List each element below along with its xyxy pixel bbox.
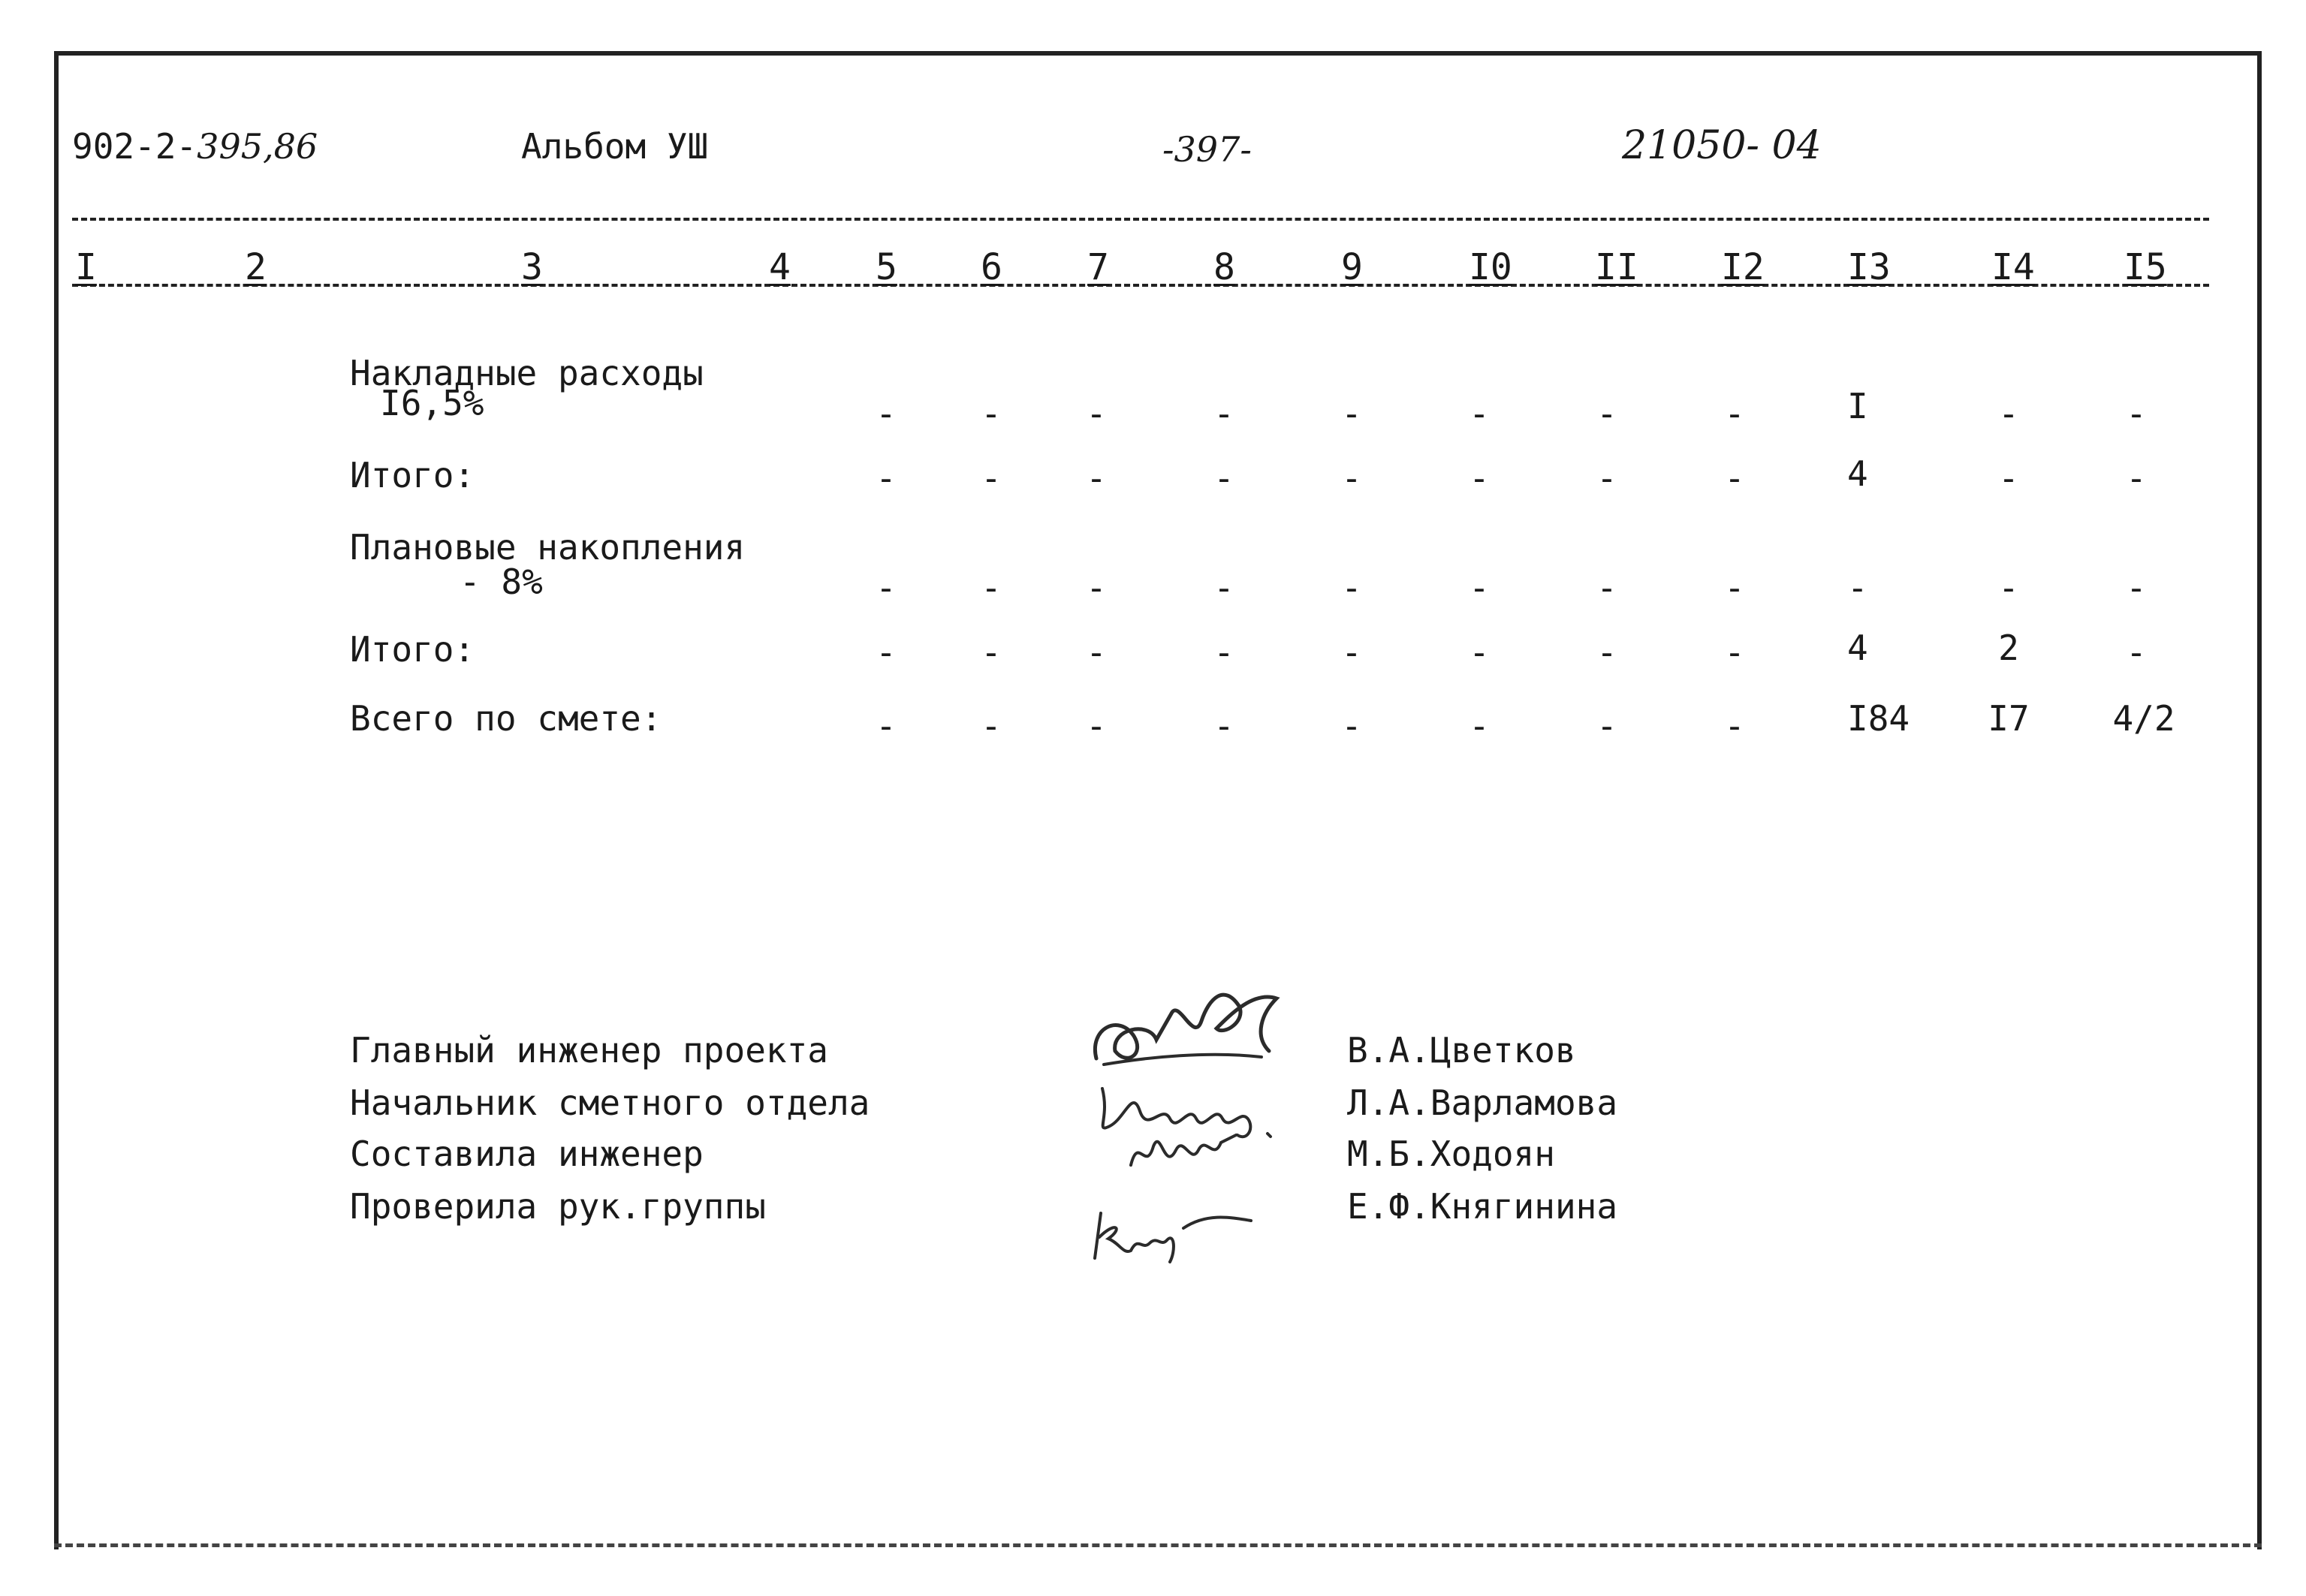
signature-name: Е.Ф.Княгинина [1347, 1186, 1618, 1227]
row-label: Накладные расходы [350, 353, 704, 393]
row-label-sub: I6,5% [380, 383, 484, 423]
table-cell: 4 [1847, 453, 1868, 494]
table-cell: - [1086, 632, 1107, 673]
table-cell: - [1341, 632, 1362, 673]
row-label: Итого: [350, 629, 475, 670]
table-cell: I7 [1988, 698, 2030, 739]
signature-name: Л.А.Варламова [1347, 1083, 1618, 1123]
column-number: I0 [1469, 246, 1512, 288]
table-cell: - [1724, 458, 1745, 498]
table-cell: - [1596, 568, 1617, 608]
column-number: 5 [876, 246, 897, 288]
table-cell: - [876, 706, 897, 746]
signature-role: Проверила рук.группы [350, 1186, 766, 1227]
header-rule-top [72, 218, 2209, 221]
table-cell: - [981, 458, 1002, 498]
table-cell: 2 [1998, 628, 2019, 668]
table-cell: - [1596, 632, 1617, 673]
table-cell: I [1847, 386, 1868, 426]
table-cell: - [1469, 393, 1490, 434]
column-number: II [1595, 246, 1638, 288]
column-number: I4 [1991, 246, 2035, 288]
signature-role: Составила инженер [350, 1134, 704, 1174]
table-cell: - [1998, 458, 2019, 498]
signature-role: Главный инженер проекта [350, 1030, 828, 1071]
table-cell: - [1213, 706, 1234, 746]
table-cell: 4 [1847, 628, 1868, 668]
album-label: Альбом УШ [521, 126, 709, 167]
table-cell: - [1213, 568, 1234, 608]
document-frame [54, 51, 2262, 1549]
table-cell: - [1086, 393, 1107, 434]
table-cell: - [981, 706, 1002, 746]
table-cell: - [1086, 458, 1107, 498]
column-number: 3 [521, 246, 543, 288]
column-number: I2 [1721, 246, 1765, 288]
table-cell: - [876, 393, 897, 434]
sheet-code: 21050- 04 [1622, 123, 1822, 168]
table-cell: - [2126, 393, 2147, 434]
table-cell: - [1213, 393, 1234, 434]
table-cell: - [1086, 568, 1107, 608]
table-cell: - [2126, 632, 2147, 673]
table-cell: - [1341, 706, 1362, 746]
column-number: 8 [1213, 246, 1235, 288]
table-cell: - [876, 458, 897, 498]
table-cell: - [1469, 458, 1490, 498]
table-cell: - [1596, 393, 1617, 434]
column-number: 9 [1341, 246, 1363, 288]
signature-name: М.Б.Ходоян [1347, 1134, 1555, 1174]
table-cell: - [1596, 706, 1617, 746]
table-cell: - [1724, 568, 1745, 608]
table-cell: - [1724, 632, 1745, 673]
table-cell: - [981, 568, 1002, 608]
signature-handwriting-4 [1086, 1191, 1266, 1273]
table-cell: - [876, 568, 897, 608]
table-cell: - [1213, 458, 1234, 498]
table-cell: - [981, 393, 1002, 434]
column-number: 2 [245, 246, 267, 288]
column-number: I [75, 246, 97, 288]
doc-code [72, 126, 318, 167]
table-cell: - [1341, 393, 1362, 434]
row-label-sub: - 8% [460, 562, 543, 602]
page-number: -397- [1162, 129, 1252, 170]
row-label: Плановые накопления [350, 527, 746, 568]
column-number: 7 [1087, 246, 1109, 288]
row-label: Всего по смете: [350, 698, 662, 739]
table-cell: - [2126, 568, 2147, 608]
table-cell: - [1724, 393, 1745, 434]
table-cell: - [1341, 458, 1362, 498]
signature-role: Начальник сметного отдела [350, 1083, 870, 1123]
table-cell: I84 [1847, 698, 1910, 739]
table-cell: - [1469, 568, 1490, 608]
table-cell: - [1086, 706, 1107, 746]
table-cell: - [1469, 706, 1490, 746]
column-number: 6 [981, 246, 1002, 288]
doc-code-handwritten: 395,86 [197, 126, 318, 167]
table-cell: - [1213, 632, 1234, 673]
table-cell: - [1596, 458, 1617, 498]
column-number: 4 [769, 246, 791, 288]
table-cell: - [876, 632, 897, 673]
column-number: I3 [1847, 246, 1891, 288]
table-cell: 4/2 [2112, 698, 2175, 739]
table-cell: - [981, 632, 1002, 673]
doc-code-prefix: 902-2- [72, 126, 197, 167]
table-cell: - [1724, 706, 1745, 746]
signature-handwriting-1 [1081, 968, 1307, 1089]
signature-name: В.А.Цветков [1347, 1030, 1576, 1071]
table-cell: - [1341, 568, 1362, 608]
table-cell: - [1469, 632, 1490, 673]
table-cell: - [1998, 568, 2019, 608]
bottom-edge [54, 1543, 2262, 1547]
row-label: Итого: [350, 455, 475, 495]
table-cell: - [1847, 568, 1868, 608]
table-cell: - [1998, 393, 2019, 434]
column-number: I5 [2124, 246, 2167, 288]
signature-handwriting-3 [1123, 1120, 1274, 1180]
table-cell: - [2126, 458, 2147, 498]
